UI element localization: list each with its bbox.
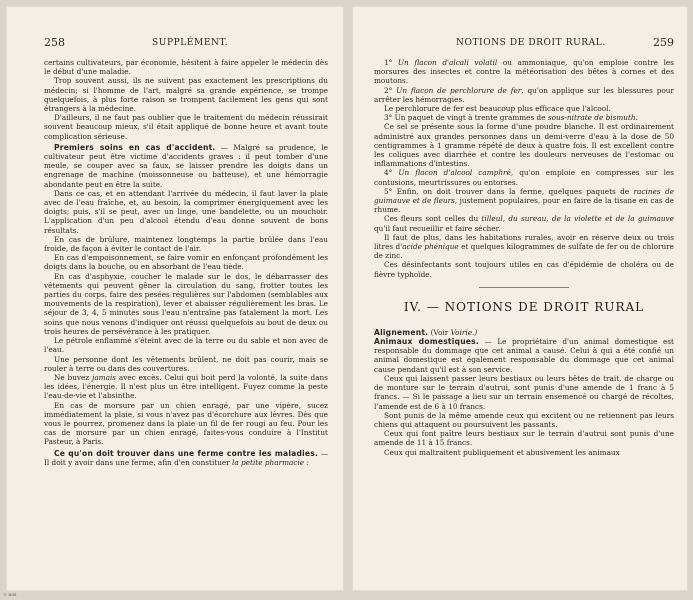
paragraph <box>44 336 328 354</box>
paragraph-text: 1° <box>384 58 398 67</box>
paragraph-text: Ce sel se présente sous la forme d'une poudre blanche. Il est ordinairement administré aux grandes personnes dans un demi-verre d'eau à la dose de 50 centigrammes à 1 gramme répété de deux à quatre fois. Il est excellent contre les coliques avec diarrhée et contre les douleurs nerveuses de l'estomac ou inflammations d'intestins. <box>374 122 674 169</box>
paragraph-heading: Ce qu'on doit trouver dans une ferme contre les maladies. <box>54 448 319 458</box>
paragraph <box>374 168 674 186</box>
paragraph-text: Ceux qui laissent passer leurs bestiaux ou leurs bêtes de trait, de charge ou de monture sur le terrain d'autrui, sont punis d'une amende de 1 franc à 5 francs. — Si le passage a lieu sur un terrain ensemencé ou chargé de récoltes, l'amende est de 6 à 10 francs. <box>374 373 674 411</box>
paragraph-text: qu'il faut recueillir et faire sécher. <box>374 223 501 233</box>
paragraph <box>374 411 674 429</box>
paragraph <box>44 449 328 467</box>
italic-text: Un flacon d'alcali volatil <box>397 58 498 67</box>
paragraph-text: Le pétrole enflammé s'éteint avec de la terre ou du sable et non avec de l'eau. <box>44 336 328 355</box>
paragraph-text: 4° <box>384 168 399 178</box>
paragraph-text: Il faut de plus, dans les habitations rurales, avoir en réserve deux ou trois litres d' <box>374 232 674 252</box>
section-divider <box>479 287 569 288</box>
paragraph-text: 3° Un paquet de vingt à trente grammes de <box>384 113 548 123</box>
corner-mark: © Bibl. <box>3 592 18 597</box>
paragraph <box>44 355 328 373</box>
paragraph-text: Ne buvez <box>54 372 93 382</box>
section-heading: IV. — NOTIONS DE DROIT RURAL <box>403 299 645 314</box>
paragraph-text: certains cultivateurs, par économie, hésitent à faire appeler le médecin dès le début d'une maladie. <box>44 58 328 77</box>
paragraph <box>374 233 674 261</box>
paragraph <box>44 143 328 189</box>
paragraph <box>44 373 328 401</box>
italic-text: racines de guimauve et de fleurs <box>374 186 674 206</box>
paragraph <box>374 328 674 337</box>
italic-text: Un flacon d'alcool camphré <box>398 168 511 178</box>
paragraph <box>44 272 328 336</box>
paragraph-text: En cas de brûlure, maintenez longtemps la partie brûlée dans l'eau froide, de façon à éviter le contact de l'air. <box>44 234 328 254</box>
left-page-text <box>44 58 328 467</box>
paragraph-text: Dans ce cas, et en attendant l'arrivée du médecin, il faut laver la plaie avec de l'eau fraîche, et, au besoin, la comprimer énergiquement avec les doigts; puis, s'il se peut, avec un linge, une bandelette, ou un mouchoir. L'application d'un peu d'alcool étendu d'eau donne souvent de bons résultats. <box>44 188 328 235</box>
paragraph <box>374 260 674 278</box>
paragraph-text: ou ammoniaque, qu'on emploie contre les morsures des insectes et contre la météorisation des bêtes à cornes et des moutons. <box>374 58 674 86</box>
paragraph <box>44 113 328 141</box>
paragraph <box>374 448 674 457</box>
paragraph <box>44 58 328 76</box>
italic-text: tilleul, du sureau, de la violette et de la guimauve <box>481 214 674 224</box>
paragraph <box>44 76 328 113</box>
paragraph-text: En cas d'empoisonnement, se faire vomir en enfonçant profondément les doigts dans la bouche, ou en absorbant de l'eau tiède. <box>44 253 328 272</box>
running-title: NOTIONS DE DROIT RURAL. <box>456 38 606 48</box>
italic-text: jamais <box>92 372 117 382</box>
paragraph-text: , qu'on applique sur les blessures pour arrêter les hémorragies. <box>374 85 674 104</box>
paragraph-text: — Il doit y avoir dans une ferme, afin d'en constituer <box>44 448 328 467</box>
right-page-text <box>374 58 674 279</box>
paragraph <box>374 187 674 215</box>
paragraph <box>374 104 674 113</box>
paragraph-text: Ceux qui font paître leurs bestiaux sur le terrain d'autrui sont punis d'une amende de 11 à 15 francs. <box>374 429 674 448</box>
paragraph <box>374 374 674 411</box>
paragraph <box>374 122 674 168</box>
paragraph <box>374 58 674 86</box>
paragraph-text: Une personne dont les vêtements brûlent, ne doit pas courir, mais se rouler à terre ou dans des couvertures. <box>44 354 328 373</box>
paragraph <box>44 401 328 447</box>
paragraph <box>44 235 328 253</box>
paragraph-text: Ces désinfectants sont toujours utiles en cas d'épidémie de choléra ou de fièvre typhoïde. <box>374 260 674 279</box>
paragraph-text: — Le propriétaire d'un animal domestique est responsable du dommage que cet animal a causé. Celui à qui a été confié un animal domestique est également responsable du dommage que cet animal cause pendant qu'il est à son service. <box>374 337 674 374</box>
paragraph-text: En cas d'asphyxie, coucher le malade sur le dos, le débarrasser des vêtements qui peuvent gêner la circulation du sang, frotter toutes les parties du corps, faire des pesées régulières sur l'abdomen (semblables aux mouvements de la respiration), lever et abaisser régulièrement les bras. Le séjour de 3, 4, 5 minutes sous l'eau n'entraîne pas fatalement la mort. Les soins que nous venons d'indiquer ont réussi quelquefois au bout de deux ou trois heures de persévérance à les pratiquer. <box>44 271 328 336</box>
italic-text: la petite pharmacie : <box>232 457 309 467</box>
paragraph-text: et quelques kilogrammes de sulfate de fer ou de chlorure de zinc. <box>374 242 674 261</box>
paragraph <box>374 214 674 232</box>
paragraph-heading: Animaux domestiques. <box>374 337 479 347</box>
paragraph-text: 5° Enfin, on doit trouver dans la ferme, quelques paquets de <box>384 186 634 196</box>
paragraph <box>44 189 328 235</box>
left-page-header <box>44 36 328 52</box>
paragraph-text: Trop souvent aussi, ils ne suivent pas exactement les prescriptions du médecin; si l'homme de l'art, malgré sa grande expérience, se trompe quelquefois, à plus forte raison se trompent facilement les gens qui sont étrangers à la médecine. <box>44 76 328 114</box>
paragraph-text: (Voir <box>428 327 451 337</box>
italic-text: sous-nitrate de bismuth <box>547 113 636 123</box>
paragraph-text: , qu'on emploie en compresses sur les contusions, meurtrissures ou entorses. <box>374 168 674 187</box>
paragraph-text: . <box>635 113 638 123</box>
left-page <box>6 6 344 591</box>
paragraph-text: avec excès. Celui qui boit perd la volonté, la suite dans les idées, l'énergie. Il n'est plus un être intelligent. Fuyez comme la peste l'eau-de-vie et l'absinthe. <box>44 372 328 401</box>
paragraph-heading: Premiers soins en cas d'accident. <box>54 142 216 152</box>
paragraph-text: D'ailleurs, il ne faut pas oublier que le traitement du médecin réussirait souvent beaucoup mieux, s'il était appliqué de bonne heure et avant toute complication sérieuse. <box>44 113 328 141</box>
italic-text: acide phénique <box>402 242 459 252</box>
paragraph <box>374 86 674 104</box>
paragraph-text: , justement populaires, pour en faire de la tisane en cas de rhume. <box>374 196 675 215</box>
right-page-header <box>374 36 674 52</box>
paragraph-text: 2° <box>384 85 397 95</box>
paragraph-text: En cas de morsure par un chien enragé, par une vipère, sucez immédiatement la plaie, si vous n'avez pas d'écorchure aux lèvres. Dès que vous le pourrez, promenez dans la plaie un fil de fer rougi au feu. Pour les cas de morsure par un chien enragé, faites-vous conduire à l'Institut Pasteur, à Paris. <box>44 400 328 447</box>
section-text <box>374 328 674 457</box>
page-number: 258 <box>44 36 65 49</box>
paragraph-text: Ceux qui maltraitent publiquement et abusivement les animaux <box>384 447 620 457</box>
paragraph <box>374 337 674 374</box>
running-title: SUPPLÉMENT. <box>152 38 229 48</box>
paragraph <box>374 429 674 447</box>
paragraph <box>374 113 674 122</box>
italic-text: Voirie.) <box>450 327 478 337</box>
paragraph-text: — Malgré sa prudence, le cultivateur peut être victime d'accidents graves : il peut tomber d'une meule, se couper avec sa faux, se laisser prendre les doigts dans un engrenage de machine (moissonneuse ou batteuse), et une hémorragie abondante peut en être la suite. <box>44 142 328 189</box>
paragraph-text: Ces fleurs sont celles du <box>384 214 482 224</box>
right-page <box>352 6 688 591</box>
paragraph <box>44 253 328 271</box>
italic-text: Un flacon de perchlorure de fer <box>396 85 522 95</box>
paragraph-heading: Alignement. <box>374 327 429 337</box>
paragraph-text: Le perchlorure de fer est beaucoup plus efficace que l'alcool. <box>384 104 611 114</box>
paragraph-text: Sont punis de la même amende ceux qui excitent ou ne retiennent pas leurs chiens qui attaquent ou poursuivent les passants. <box>374 410 674 429</box>
page-number: 259 <box>653 36 674 49</box>
